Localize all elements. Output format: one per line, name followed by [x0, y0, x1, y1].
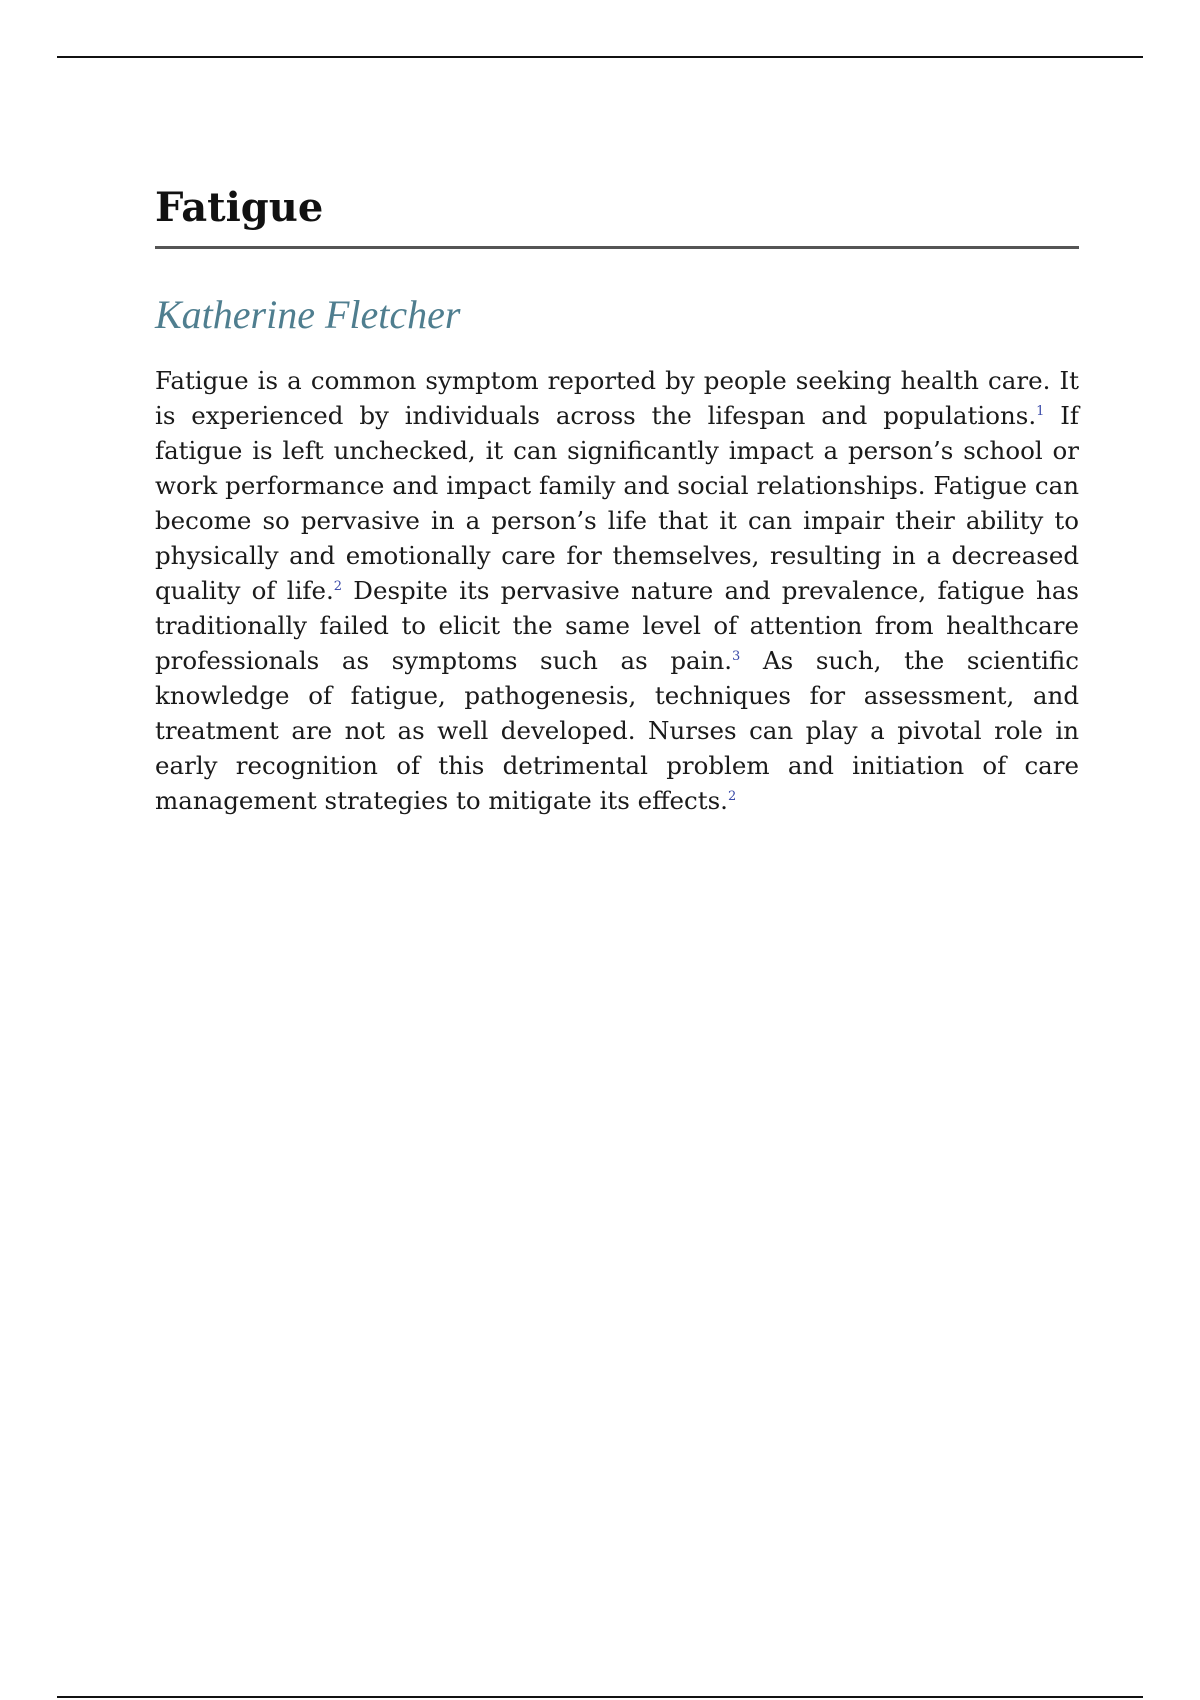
top-page-rule	[57, 56, 1143, 58]
footnote-link-3[interactable]: 3	[732, 648, 741, 664]
bottom-page-rule	[57, 1696, 1143, 1698]
author-name: Katherine Fletcher	[155, 292, 461, 337]
body-paragraph	[155, 363, 1079, 818]
paragraph-text-4: As such, the scientific knowledge of fatigue, pathogenesis, techniques for assessment, and treatment are not as well developed. Nurses can play a pivotal role in early recognition of this detrimental problem and initiation of care management strategies to mitigate its effects.	[155, 646, 1079, 815]
footnote-link-2[interactable]: 2	[333, 578, 343, 594]
title-underline-rule	[155, 246, 1079, 249]
chapter-title: Fatigue	[155, 184, 324, 231]
chapter-section	[155, 180, 1079, 843]
paragraph-text-1: Fatigue is a common symptom reported by people seeking health care. It is experienced by individuals across the lifespan and populations.	[155, 366, 1079, 430]
footnote-link-4[interactable]: 2	[727, 788, 737, 804]
footnote-link-1[interactable]: 1	[1036, 403, 1045, 419]
paragraph-text-2: If fatigue is left unchecked, it can significantly impact a person’s school or work performance and impact family and social relationships. Fatigue can become so pervasive in a person’s life that it can impair their ability to physically and emotionally care for themselves, resulting in a decreased quality of life.	[155, 401, 1079, 605]
paragraph-text-3: Despite its pervasive nature and prevalence, fatigue has traditionally failed to elicit the same level of attention from healthcare professionals as symptoms such as pain.	[155, 576, 1079, 675]
